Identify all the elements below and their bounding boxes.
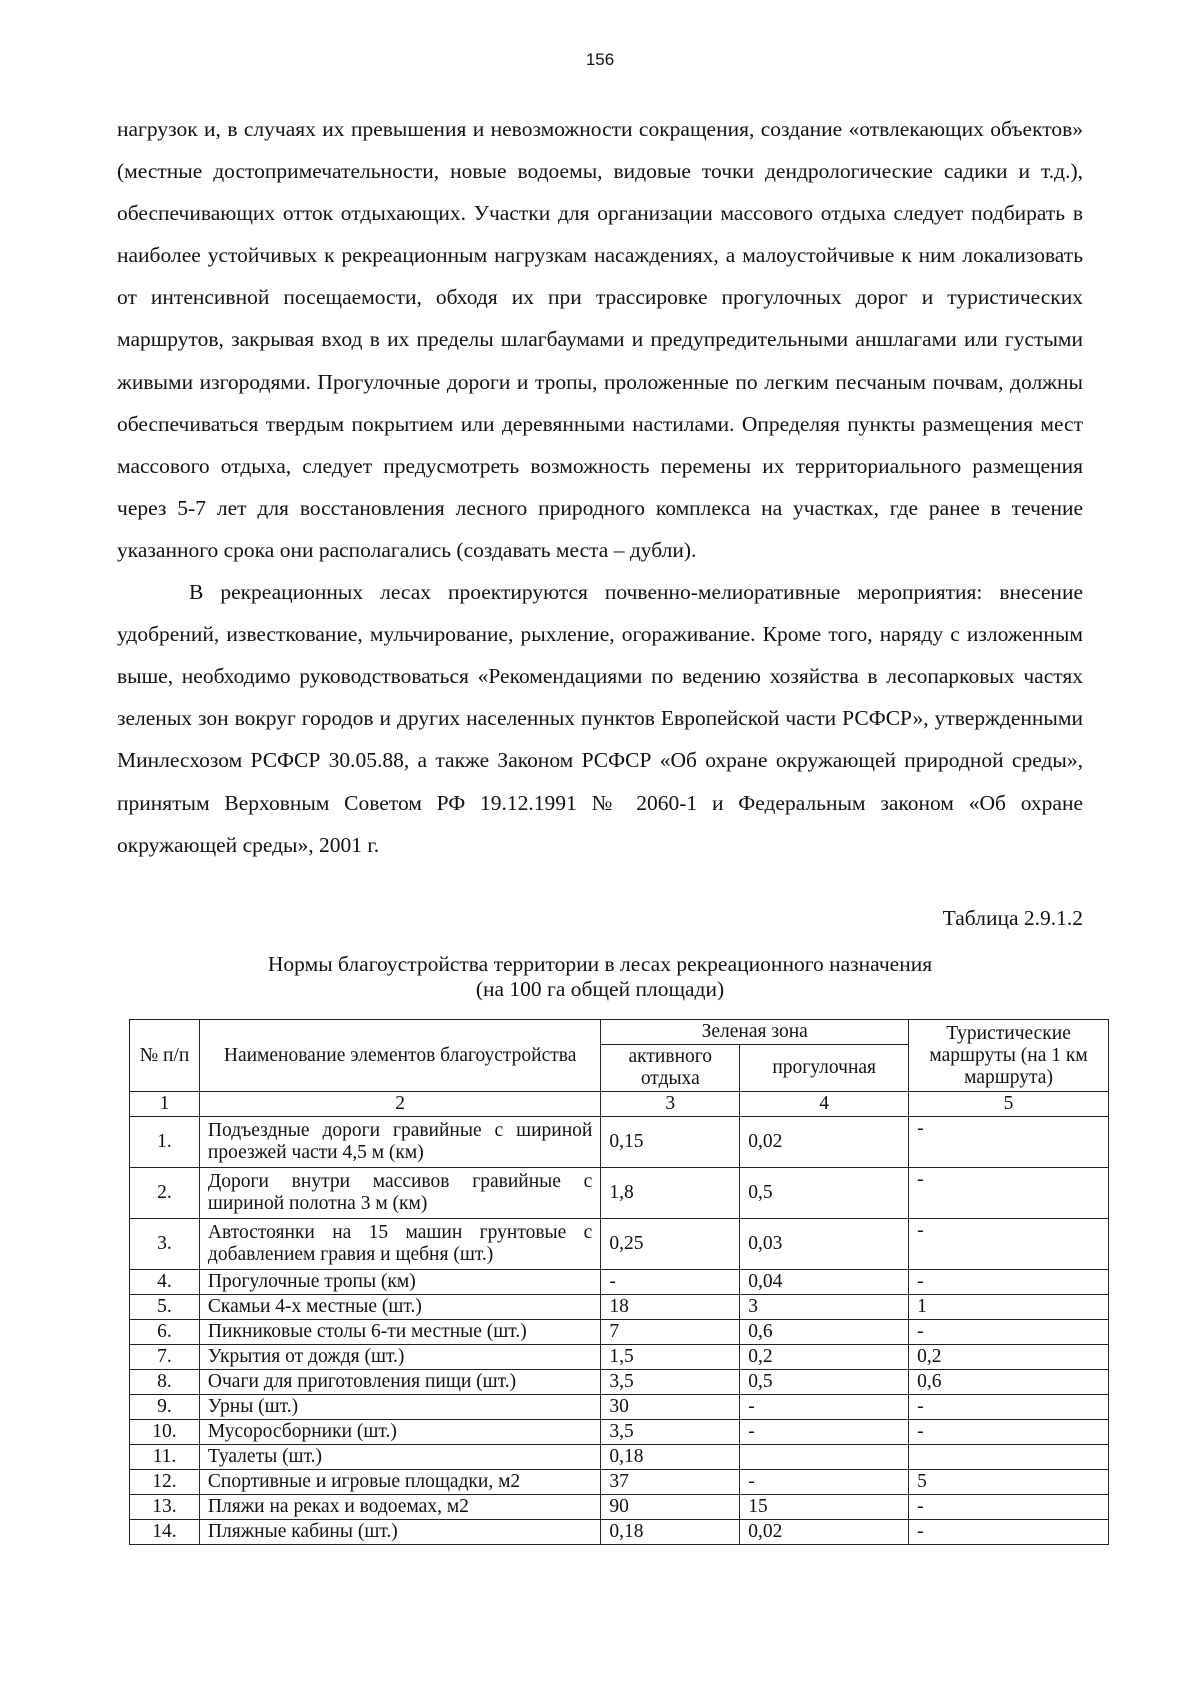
table-label: Таблица 2.9.1.2	[942, 906, 1083, 930]
row-name: Дороги внутри массивов гравийные с шириной полотна 3 м (км)	[199, 1168, 600, 1219]
row-number: 8.	[130, 1370, 200, 1395]
table-title-line: Нормы благоустройства территории в лесах рекреационного назначения	[267, 952, 933, 976]
table-row	[130, 1117, 1109, 1168]
row-walking-value: 3	[740, 1295, 909, 1320]
row-number: 5.	[130, 1295, 200, 1320]
row-active-value: 0,15	[601, 1117, 740, 1168]
table-title	[117, 952, 1083, 1002]
table-row	[130, 1520, 1109, 1545]
row-walking-value: 0,2	[740, 1345, 909, 1370]
row-number: 1.	[130, 1117, 200, 1168]
paragraph: нагрузок и, в случаях их превышения и невозможности сокращения, создание «отвлекающих объектов» (местные достопримечательности, новые водоемы, видовые точки дендрологические садики и т.д.), обеспечивающих отток отдыхающих. Участки для организации массового отдыха следует подбирать в наиболее устойчивых к рекреационным нагрузкам насаждениях, а малоустойчивые к ним локализовать от интенсивной посещаемости, обходя их при трассировке прогулочных дорог и туристических маршрутов, закрывая вход в их пределы шлагбаумами и предупредительными аншлагами или густыми живыми изгородями. Прогулочные дороги и тропы, проложенные по легким песчаным почвам, должны обеспечиваться твердым покрытием или деревянными настилами. Определяя пункты размещения мест массового отдыха, следует предусмотреть возможность перемены их территориального размещения через 5-7 лет для восстановления лесного природного комплекса на участках, где ранее в течение указанного срока они располагались (создавать места – дубли).	[117, 117, 1083, 562]
row-number: 14.	[130, 1520, 200, 1545]
header-tourist: Туристические маршруты (на 1 км маршрута)	[909, 1020, 1109, 1092]
row-number: 10.	[130, 1420, 200, 1445]
table-row	[130, 1345, 1109, 1370]
row-name: Прогулочные тропы (км)	[199, 1270, 600, 1295]
row-name: Пикниковые столы 6-ти местные (шт.)	[199, 1320, 600, 1345]
row-tourist-value: 1	[909, 1295, 1109, 1320]
header-active: активного отдыха	[601, 1045, 740, 1092]
table-row	[130, 1395, 1109, 1420]
row-tourist-value: 0,2	[909, 1345, 1109, 1370]
column-number: 1	[130, 1092, 200, 1117]
row-number: 11.	[130, 1445, 200, 1470]
row-active-value: 30	[601, 1395, 740, 1420]
row-active-value: 37	[601, 1470, 740, 1495]
row-name: Автостоянки на 15 машин грунтовые с добавлением гравия и щебня (шт.)	[199, 1219, 600, 1270]
row-walking-value: 0,04	[740, 1270, 909, 1295]
page-number: 156	[585, 50, 615, 69]
row-walking-value: 0,02	[740, 1117, 909, 1168]
row-active-value: 0,18	[601, 1445, 740, 1470]
norms-table	[129, 1019, 1109, 1545]
row-name: Очаги для приготовления пищи (шт.)	[199, 1370, 600, 1395]
column-number: 2	[199, 1092, 600, 1117]
header-name: Наименование элементов благоустройства	[199, 1020, 600, 1092]
row-number: 3.	[130, 1219, 200, 1270]
row-number: 6.	[130, 1320, 200, 1345]
row-number: 4.	[130, 1270, 200, 1295]
row-tourist-value: -	[909, 1117, 1109, 1168]
column-number: 5	[909, 1092, 1109, 1117]
row-number: 12.	[130, 1470, 200, 1495]
table-row	[130, 1168, 1109, 1219]
row-walking-value: 0,03	[740, 1219, 909, 1270]
row-name: Пляжи на реках и водоемах, м2	[199, 1495, 600, 1520]
row-tourist-value: -	[909, 1219, 1109, 1270]
row-tourist-value: -	[909, 1520, 1109, 1545]
column-number: 4	[740, 1092, 909, 1117]
row-tourist-value	[909, 1445, 1109, 1470]
row-walking-value: 0,6	[740, 1320, 909, 1345]
header-walking: прогулочная	[740, 1045, 909, 1092]
row-tourist-value: 5	[909, 1470, 1109, 1495]
row-name: Пляжные кабины (шт.)	[199, 1520, 600, 1545]
row-walking-value: -	[740, 1420, 909, 1445]
row-tourist-value: -	[909, 1420, 1109, 1445]
row-number: 2.	[130, 1168, 200, 1219]
row-active-value: 1,5	[601, 1345, 740, 1370]
row-name: Скамьи 4-х местные (шт.)	[199, 1295, 600, 1320]
row-walking-value: 0,5	[740, 1168, 909, 1219]
header-num: № п/п	[130, 1020, 200, 1092]
row-number: 7.	[130, 1345, 200, 1370]
row-walking-value: -	[740, 1395, 909, 1420]
row-tourist-value: -	[909, 1168, 1109, 1219]
body-text	[117, 108, 1083, 866]
row-name: Урны (шт.)	[199, 1395, 600, 1420]
row-number: 13.	[130, 1495, 200, 1520]
row-walking-value: 15	[740, 1495, 909, 1520]
row-name: Подъездные дороги гравийные с шириной проезжей части 4,5 м (км)	[199, 1117, 600, 1168]
row-active-value: 0,25	[601, 1219, 740, 1270]
row-walking-value: -	[740, 1470, 909, 1495]
row-active-value: 90	[601, 1495, 740, 1520]
row-tourist-value: -	[909, 1495, 1109, 1520]
row-number: 9.	[130, 1395, 200, 1420]
row-tourist-value: -	[909, 1320, 1109, 1345]
row-tourist-value: -	[909, 1395, 1109, 1420]
row-active-value: 1,8	[601, 1168, 740, 1219]
row-active-value: -	[601, 1270, 740, 1295]
row-walking-value: 0,02	[740, 1520, 909, 1545]
table-row	[130, 1420, 1109, 1445]
table-row	[130, 1295, 1109, 1320]
table-row	[130, 1470, 1109, 1495]
header-green-zone: Зеленая зона	[601, 1020, 909, 1045]
row-active-value: 3,5	[601, 1420, 740, 1445]
row-name: Укрытия от дождя (шт.)	[199, 1345, 600, 1370]
table-body	[130, 1117, 1109, 1545]
row-name: Спортивные и игровые площадки, м2	[199, 1470, 600, 1495]
column-number: 3	[601, 1092, 740, 1117]
table-row	[130, 1445, 1109, 1470]
row-walking-value: 0,5	[740, 1370, 909, 1395]
row-active-value: 0,18	[601, 1520, 740, 1545]
table-title-line: (на 100 га общей площади)	[475, 977, 725, 1001]
row-name: Туалеты (шт.)	[199, 1445, 600, 1470]
table-row	[130, 1219, 1109, 1270]
table-row	[130, 1320, 1109, 1345]
paragraph: В рекреационных лесах проектируются почвенно-мелиоративные мероприятия: внесение удобрений, известкование, мульчирование, рыхление, огораживание. Кроме того, наряду с изложенным выше, необходимо руководствоваться «Рекомендациями по ведению хозяйства в лесопарковых частях зеленых зон вокруг городов и других населенных пунктов Европейской части РСФСР», утвержденными Минлесхозом РСФСР 30.05.88, а также Законом РСФСР «Об охране окружающей природной среды», принятым Верховным Советом РФ 19.12.1991 № 2060-1 и Федеральным законом «Об охране окружающей среды», 2001 г.	[117, 580, 1083, 857]
table-row	[130, 1495, 1109, 1520]
row-active-value: 3,5	[601, 1370, 740, 1395]
table-row	[130, 1270, 1109, 1295]
row-tourist-value: -	[909, 1270, 1109, 1295]
row-active-value: 18	[601, 1295, 740, 1320]
row-name: Мусоросборники (шт.)	[199, 1420, 600, 1445]
row-active-value: 7	[601, 1320, 740, 1345]
table-row	[130, 1370, 1109, 1395]
row-walking-value	[740, 1445, 909, 1470]
row-tourist-value: 0,6	[909, 1370, 1109, 1395]
